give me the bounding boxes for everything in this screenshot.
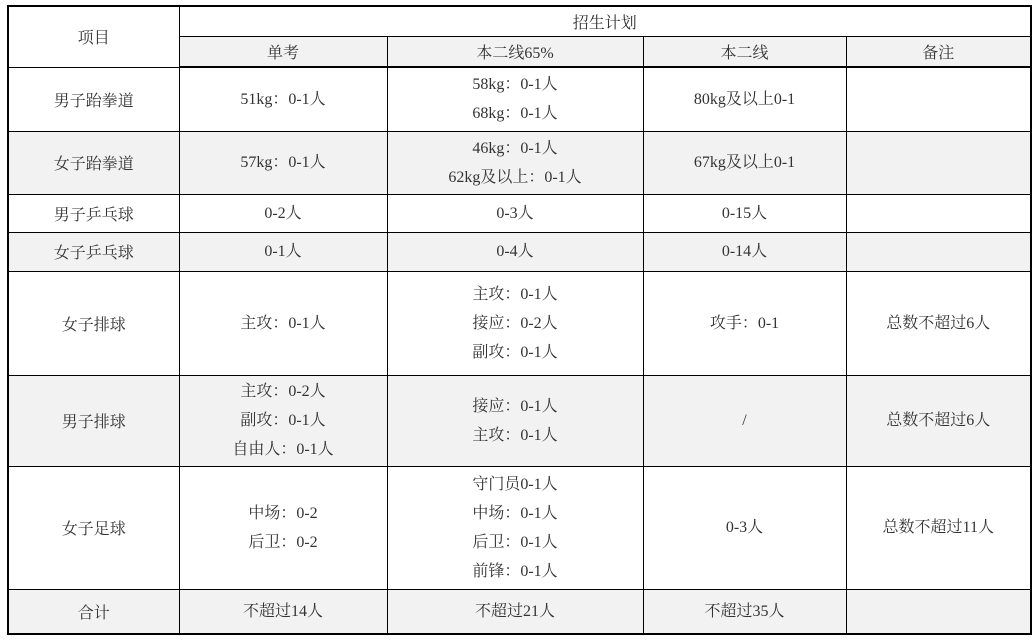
cell-line: 46kg：0-1人	[472, 139, 558, 157]
cell-line: 0-15人	[721, 204, 768, 222]
row-womens-taekwondo	[8, 131, 1031, 194]
cell-remarks	[846, 194, 1031, 232]
cell-line: 0-3人	[496, 204, 534, 222]
cell-tier2-65pct	[387, 589, 643, 634]
cell-line: 守门员0-1人	[472, 475, 558, 493]
cell-single-exam	[179, 271, 387, 375]
cell-tier2	[643, 232, 846, 271]
cell-line: 中场：0-2	[248, 504, 318, 522]
cell-single-exam	[179, 194, 387, 232]
cell-line: 80kg及以上0-1	[693, 90, 796, 108]
cell-line: 0-3人	[725, 519, 764, 536]
cell-remarks	[846, 375, 1031, 466]
cell-line: 57kg：0-1人	[240, 154, 326, 171]
cell-line: 0-4人	[496, 243, 534, 260]
cell-line: 0-2人	[264, 204, 302, 222]
row-womens-football	[8, 466, 1031, 589]
cell-project: 男子乒乓球	[8, 194, 179, 232]
cell-line: 接应：0-1人	[472, 397, 558, 415]
header-remarks: 备注	[846, 36, 1031, 67]
cell-tier2	[643, 589, 846, 634]
enrollment-plan-table	[7, 5, 1032, 635]
cell-project: 女子足球	[8, 466, 179, 589]
cell-line: 67kg及以上0-1	[693, 154, 796, 171]
cell-tier2	[643, 194, 846, 232]
cell-line: 0-14人	[721, 243, 768, 260]
cell-line: 51kg：0-1人	[240, 90, 326, 108]
cell-remarks	[846, 67, 1031, 131]
cell-tier2-65pct	[387, 466, 643, 589]
cell-line: 自由人：0-1人	[232, 441, 334, 458]
enrollment-plan-table-container	[7, 5, 1032, 635]
header-project: 项目	[8, 6, 179, 67]
cell-tier2	[643, 131, 846, 194]
cell-line: 58kg：0-1人	[472, 76, 558, 94]
row-total	[8, 589, 1031, 634]
cell-project: 合计	[8, 589, 179, 634]
cell-line: 不超过21人	[474, 602, 555, 620]
cell-line: 总数不超过11人	[882, 519, 994, 536]
row-womens-volleyball	[8, 271, 1031, 375]
cell-line: 总数不超过6人	[886, 412, 991, 429]
cell-line: 接应：0-2人	[472, 314, 558, 332]
cell-project: 女子跆拳道	[8, 131, 179, 194]
cell-tier2	[643, 375, 846, 466]
cell-tier2	[643, 67, 846, 131]
cell-line: 副攻：0-1人	[240, 412, 326, 429]
cell-single-exam	[179, 67, 387, 131]
cell-single-exam	[179, 466, 387, 589]
cell-project: 女子乒乓球	[8, 232, 179, 271]
cell-line: 不超过35人	[704, 602, 785, 620]
cell-tier2-65pct	[387, 194, 643, 232]
cell-tier2-65pct	[387, 271, 643, 375]
header-row-top	[8, 6, 1031, 36]
row-mens-taekwondo	[8, 67, 1031, 131]
header-enrollment-plan: 招生计划	[179, 6, 1031, 36]
cell-line: 后卫：0-2	[248, 533, 318, 551]
cell-line: 主攻：0-1人	[472, 426, 558, 444]
cell-line: 攻手：0-1	[709, 314, 780, 332]
row-mens-volleyball	[8, 375, 1031, 466]
cell-line: 主攻：0-1人	[472, 285, 558, 303]
cell-line: 主攻：0-1人	[240, 314, 326, 332]
cell-line: 主攻：0-2人	[240, 383, 326, 400]
cell-line: 62kg及以上：0-1人	[448, 168, 582, 186]
cell-project: 女子排球	[8, 271, 179, 375]
cell-remarks	[846, 589, 1031, 634]
cell-single-exam	[179, 589, 387, 634]
cell-tier2-65pct	[387, 67, 643, 131]
cell-line: 前锋：0-1人	[472, 562, 558, 580]
cell-line: /	[742, 412, 747, 429]
cell-project: 男子跆拳道	[8, 67, 179, 131]
cell-remarks	[846, 131, 1031, 194]
header-tier2-65pct: 本二线65%	[387, 36, 643, 67]
cell-line: 总数不超过6人	[886, 314, 991, 332]
cell-tier2-65pct	[387, 131, 643, 194]
cell-single-exam	[179, 131, 387, 194]
cell-tier2	[643, 466, 846, 589]
cell-line: 68kg：0-1人	[472, 105, 558, 123]
cell-project: 男子排球	[8, 375, 179, 466]
cell-line: 副攻：0-1人	[472, 343, 558, 361]
cell-tier2-65pct	[387, 375, 643, 466]
cell-remarks	[846, 232, 1031, 271]
cell-line: 0-1人	[264, 243, 302, 260]
row-mens-table-tennis	[8, 194, 1031, 232]
cell-line: 中场：0-1人	[472, 504, 558, 522]
cell-tier2-65pct	[387, 232, 643, 271]
header-tier2: 本二线	[643, 36, 846, 67]
cell-tier2	[643, 271, 846, 375]
cell-single-exam	[179, 375, 387, 466]
cell-remarks	[846, 271, 1031, 375]
row-womens-table-tennis	[8, 232, 1031, 271]
cell-remarks	[846, 466, 1031, 589]
cell-line: 不超过14人	[242, 602, 323, 620]
header-single-exam: 单考	[179, 36, 387, 67]
cell-single-exam	[179, 232, 387, 271]
cell-line: 后卫：0-1人	[472, 533, 558, 551]
